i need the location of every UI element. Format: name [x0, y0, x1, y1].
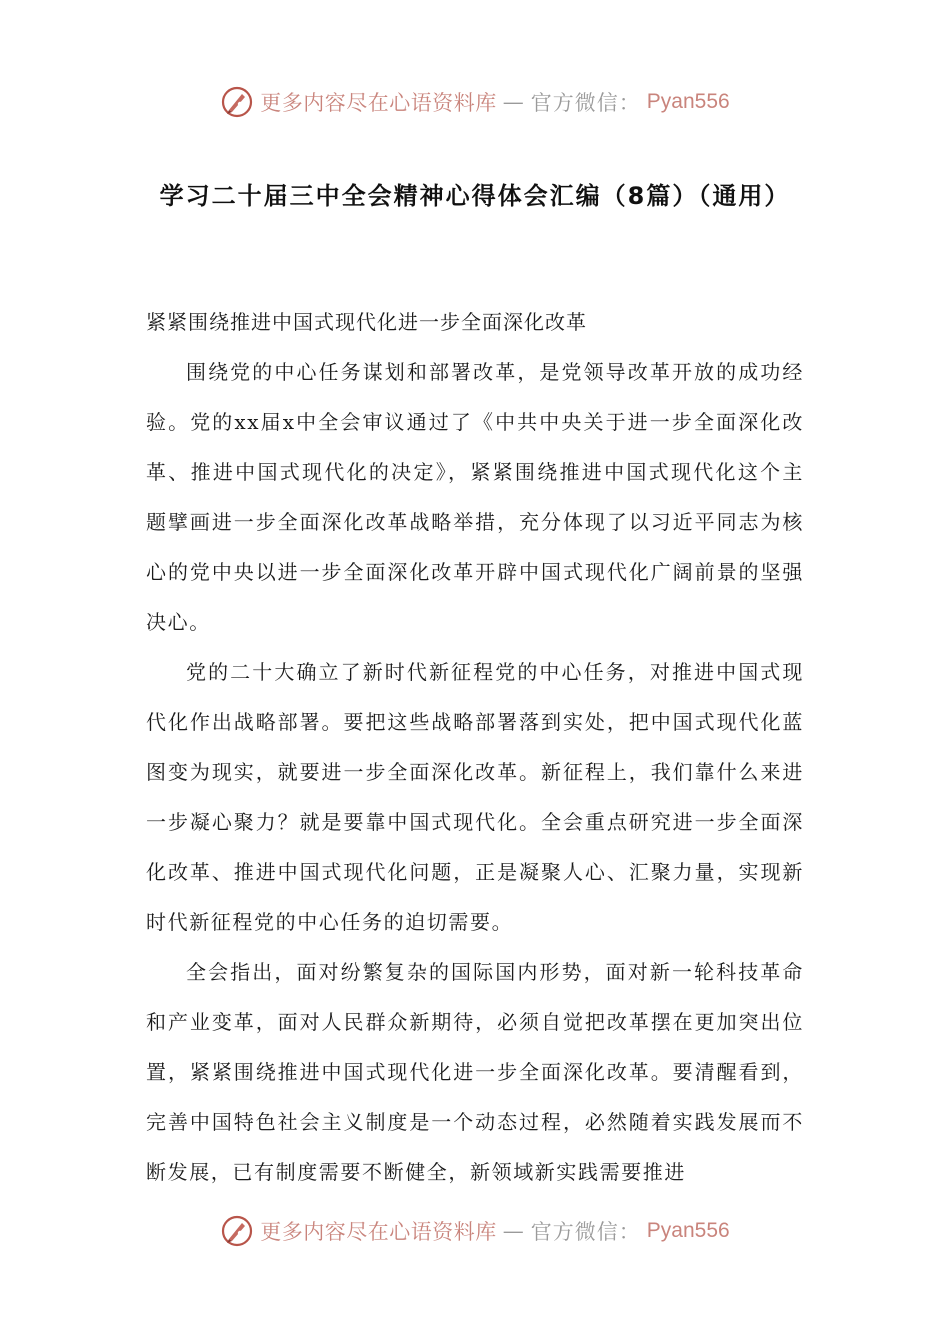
header-banner: [0, 82, 950, 122]
document-body: [146, 297, 804, 1197]
pen-circle-logo-icon: [220, 85, 254, 119]
paragraph: 全会指出，面对纷繁复杂的国际国内形势，面对新一轮科技革命和产业变革，面对人民群众新期待，必须自觉把改革摆在更加突出位置，紧紧围绕推进中国式现代化进一步全面深化改革。要清醒看到，完善中国特色社会主义制度是一个动态过程，必然随着实践发展而不断发展，已有制度需要不断健全，新领域新实践需要推进: [146, 960, 804, 1184]
banner-handle: Pyan556: [646, 1219, 730, 1242]
banner-main-text: 更多内容尽在心语资料库: [260, 91, 497, 115]
paragraph: 围绕党的中心任务谋划和部署改革，是党领导改革开放的成功经验。党的xx届x中全会审议通过了《中共中央关于进一步全面深化改革、推进中国式现代化的决定》，紧紧围绕推进中国式现代化这个主题擘画进一步全面深化改革战略举措，充分体现了以习近平同志为核心的党中央以进一步全面深化改革开辟中国式现代化广阔前景的坚强决心。: [146, 360, 804, 634]
banner-dash: —: [502, 1219, 525, 1243]
paragraph: 党的二十大确立了新时代新征程党的中心任务，对推进中国式现代化作出战略部署。要把这些战略部署落到实处，把中国式现代化蓝图变为现实，就要进一步全面深化改革。新征程上，我们靠什么来进一步凝心聚力？就是要靠中国式现代化。全会重点研究进一步全面深化改革、推进中国式现代化问题，正是凝聚人心、汇聚力量，实现新时代新征程党的中心任务的迫切需要。: [146, 660, 804, 934]
banner-dash: —: [502, 90, 525, 114]
pen-circle-logo-icon: [220, 1214, 254, 1248]
document-title: 学习二十届三中全会精神心得体会汇编（8篇）（通用）: [159, 182, 791, 210]
section-subheading: 紧紧围绕推进中国式现代化进一步全面深化改革: [146, 310, 587, 334]
footer-banner: [0, 1211, 950, 1251]
banner-handle: Pyan556: [646, 90, 730, 113]
banner-side-text: 官方微信：: [530, 1220, 641, 1244]
banner-side-text: 官方微信：: [530, 91, 641, 115]
banner-main-text: 更多内容尽在心语资料库: [260, 1220, 497, 1244]
